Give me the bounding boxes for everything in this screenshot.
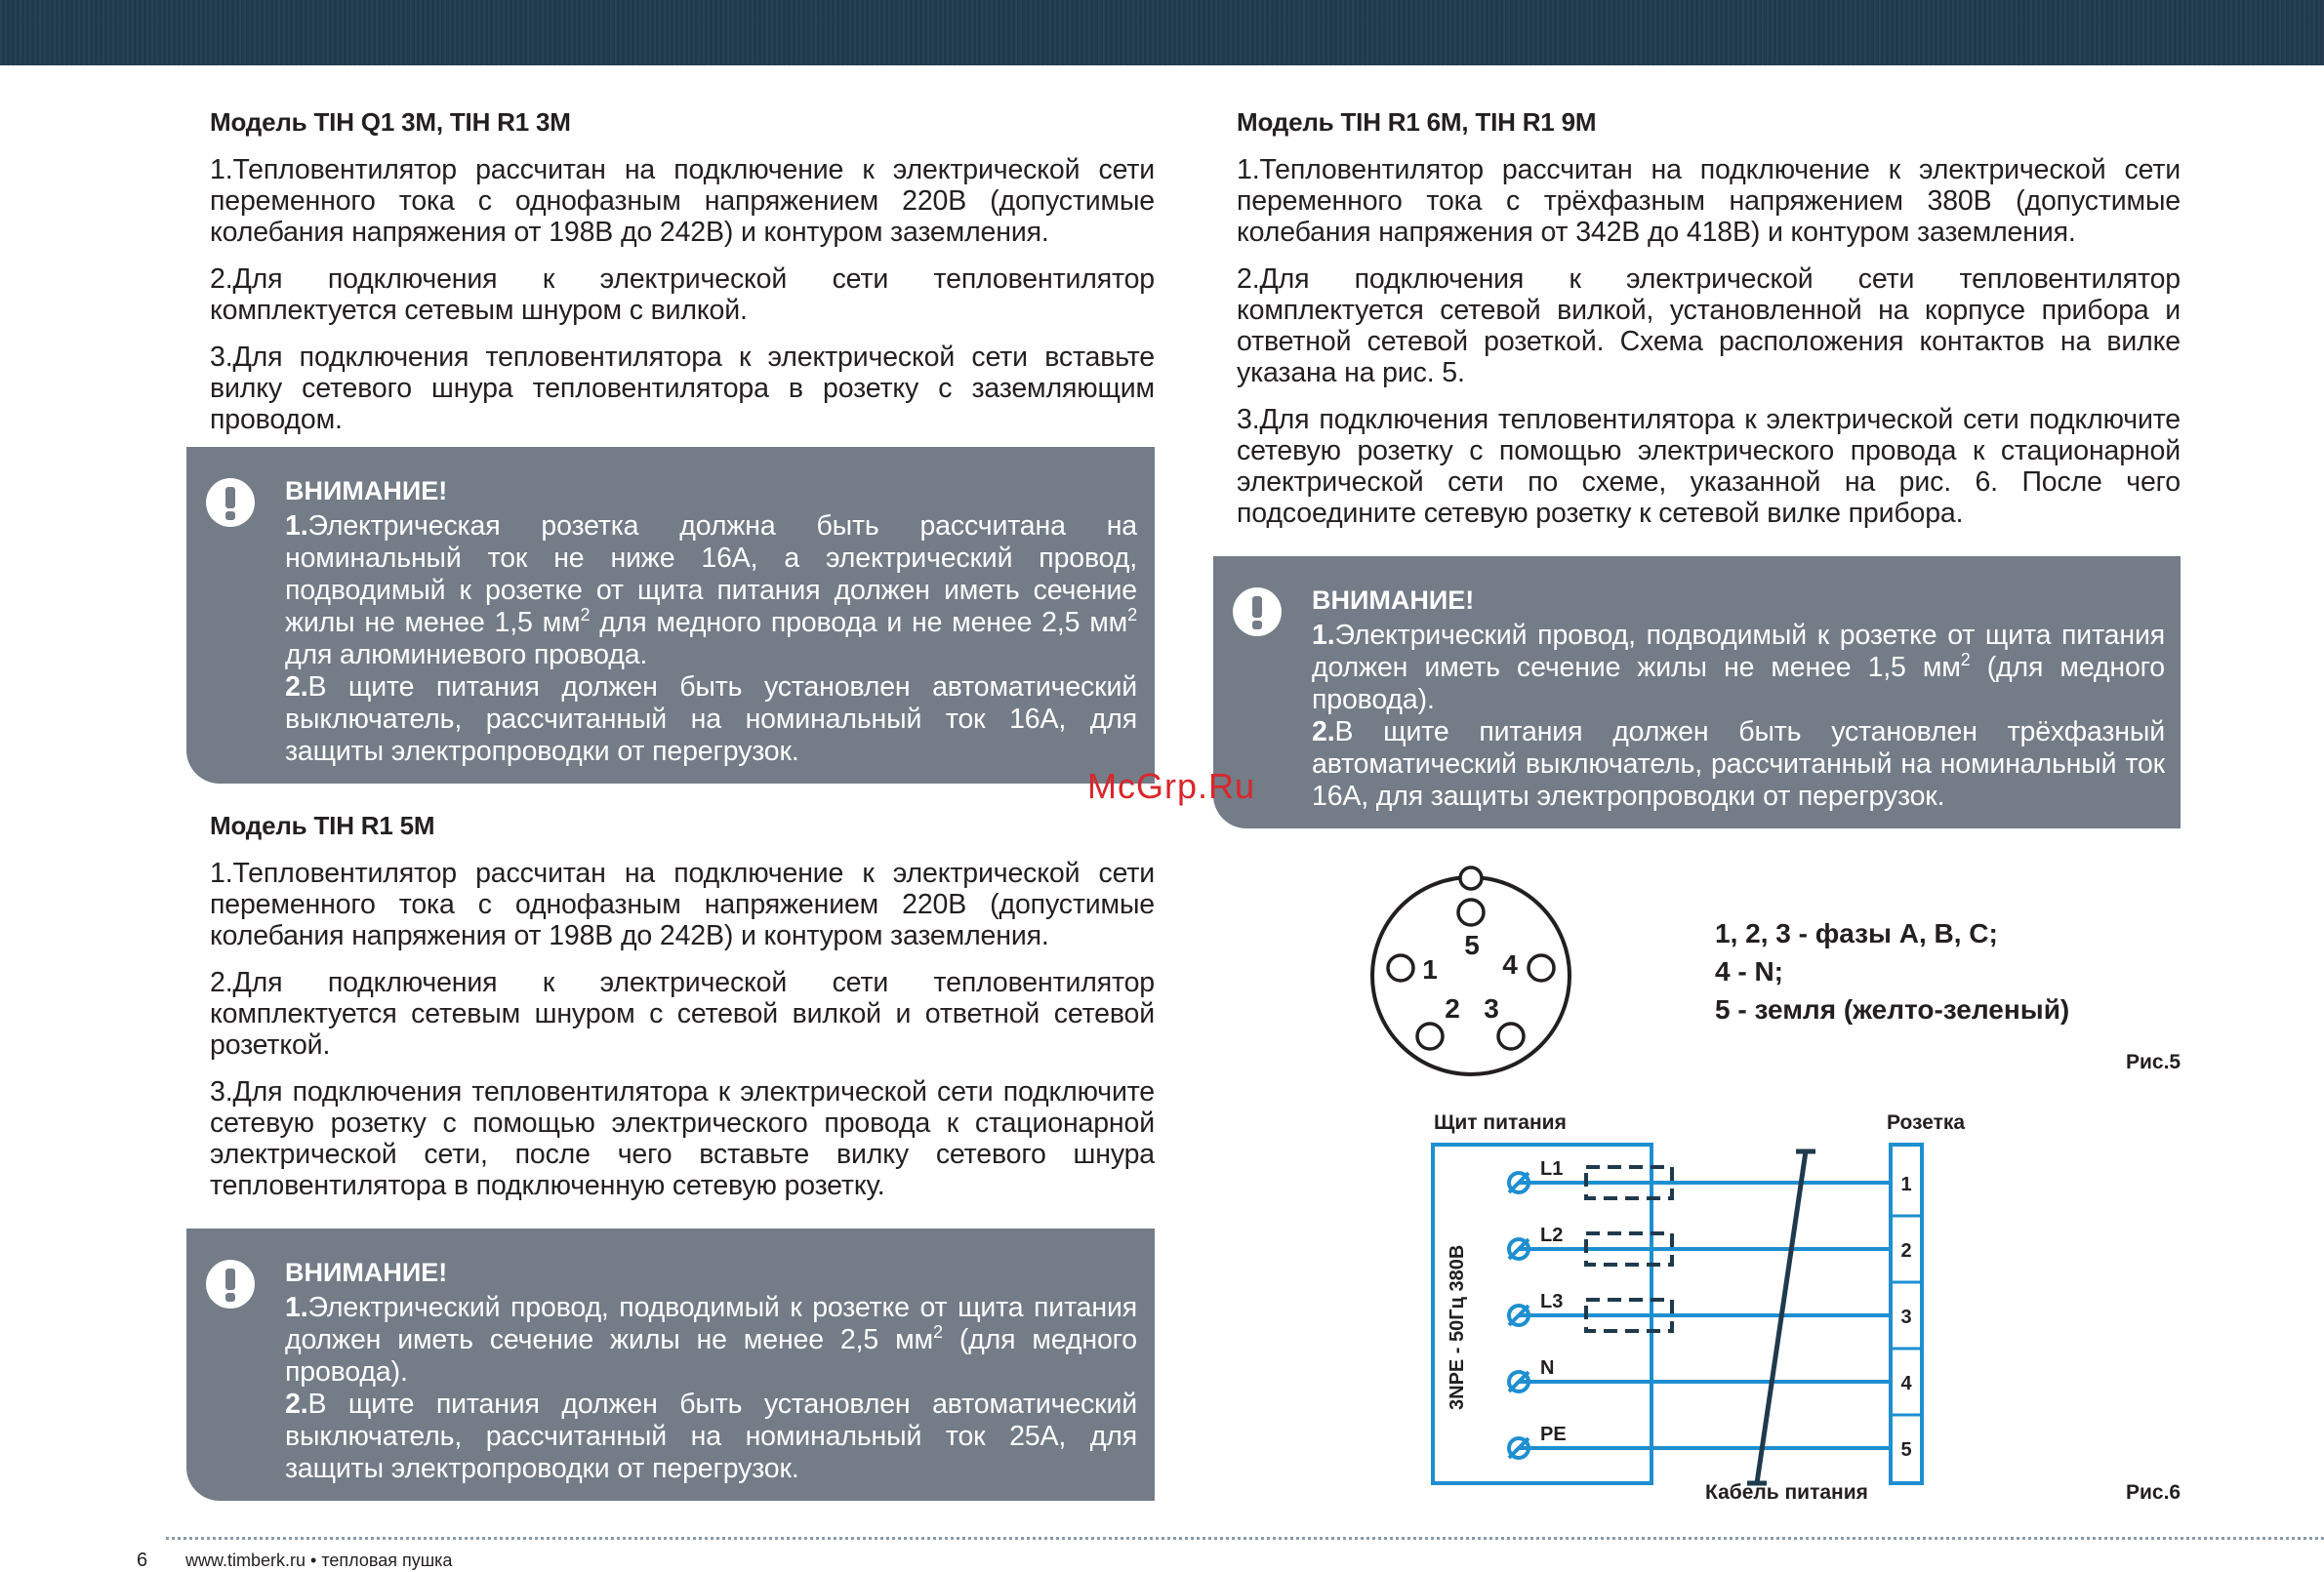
paragraph: 2.Для подключения к электрической сети тепловентилятор комплектуется сетевой вилкой, установленной на корпусе прибора и ответной сетевой розеткой. Схема расположения контактов на вилке указана на рис. 5. (1237, 263, 2181, 388)
pin-2 (1417, 1024, 1443, 1049)
terminal-label: L2 (1540, 1225, 1564, 1246)
left-column (210, 107, 1155, 1501)
voltage-label: 3NPE - 50Гц 380В (1447, 1244, 1468, 1410)
legend-line: 1, 2, 3 - фазы А, В, С; (1715, 918, 1998, 948)
top-banner (0, 0, 2324, 65)
socket-label: Розетка (1887, 1111, 1966, 1134)
plug-key-notch (1460, 867, 1482, 889)
pin-4 (1529, 955, 1554, 981)
panel-label: Щит питания (1434, 1111, 1567, 1134)
legend-line: 5 - земля (желто-зеленый) (1715, 994, 2070, 1025)
plug-pin-diagram (1362, 859, 1596, 1093)
figure-label: Рис.6 (2126, 1481, 2181, 1504)
pin-5 (1458, 900, 1484, 925)
socket-pin-label: 3 (1900, 1307, 1912, 1328)
legend-line: 4 - N; (1715, 956, 1783, 987)
socket-pin-label: 4 (1900, 1373, 1912, 1394)
paragraph: 1.Тепловентилятор рассчитан на подключение к электрической сети переменного тока с трёхфазным напряжением 380В (допустимые колебания напряжения от 342В до 418В) и контуром заземления. (1237, 154, 2181, 248)
warning-box (186, 1229, 1155, 1501)
pin-label: 2 (1445, 993, 1460, 1024)
model-title-r1-6m: Модель TIH R1 6M, TIH R1 9M (1237, 107, 1597, 137)
plug-outline (1372, 877, 1570, 1074)
warning-title: ВНИМАНИЕ! (285, 476, 448, 505)
paragraph: 1.Тепловентилятор рассчитан на подключение к электрической сети переменного тока с однофазным напряжением 220В (допустимые колебания напряжения от 198В до 242В) и контуром заземления. (210, 858, 1155, 951)
socket-pin-label: 5 (1900, 1439, 1912, 1461)
warning-item: 2.В щите питания должен быть установлен трёхфазный автоматический выключатель, рассчитанный на номинальный ток 16А, для защиты электропроводки от перегрузок. (1312, 716, 2165, 812)
exclamation-icon (206, 478, 255, 527)
model-title-q1-3m: Модель TIH Q1 3M, TIH R1 3M (210, 107, 571, 137)
warning-box (186, 447, 1155, 784)
model-title-r1-5m: Модель TIH R1 5M (210, 811, 435, 840)
exclamation-icon (1233, 587, 1282, 636)
paragraph: 3.Для подключения тепловентилятора к электрической сети подключите сетевую розетку с помощью электрического провода к стационарной электрической сети, после чего вставьте вилку сетевого шнура тепловентилятора в подключенную сетевую розетку. (210, 1076, 1155, 1201)
pin-label: 3 (1484, 993, 1499, 1024)
right-column (1237, 107, 2181, 828)
warning-item: 1.Электрический провод, подводимый к розетке от щита питания должен иметь сечение жилы не менее 1,5 $мм^2$ (для медного провода). (1312, 620, 2165, 715)
figure-label: Рис.5 (2126, 1051, 2181, 1073)
footer-divider (166, 1537, 2324, 1540)
exclamation-icon (206, 1260, 255, 1309)
watermark: McGrp.Ru (1087, 766, 1256, 806)
socket-pin-label: 1 (1900, 1174, 1912, 1195)
pin-3 (1498, 1024, 1524, 1049)
fig5-legend (1715, 914, 2069, 1028)
warning-title: ВНИМАНИЕ! (1312, 585, 1475, 615)
wiring-diagram (1425, 1142, 1933, 1503)
warning-item: 1.Электрическая розетка должна быть рассчитана на номинальный ток не ниже 16А, а электрический провод, подводимый к розетке от щита питания должен иметь сечение жилы не менее 1,5 $мм^2$ для медного провода и не менее 2,5 $мм^2$ для алюминиевого провода. (285, 510, 1137, 670)
terminal-label: N (1540, 1357, 1555, 1379)
terminal-label: PE (1540, 1424, 1567, 1445)
pin-label: 5 (1464, 930, 1480, 960)
wire-lines (1519, 1183, 1891, 1448)
warning-box (1213, 556, 2181, 828)
paragraph: 3.Для подключения тепловентилятора к электрической сети подключите сетевую розетку с помощью электрического провода к стационарной электрической сети по схеме, указанной на рис. 6. После чего подсоедините сетевую розетку к сетевой вилке прибора. (1237, 404, 2181, 529)
paragraph: 1.Тепловентилятор рассчитан на подключение к электрической сети переменного тока с однофазным напряжением 220В (допустимые колебания напряжения от 198В до 242В) и контуром заземления. (210, 154, 1155, 248)
pin-1 (1388, 955, 1413, 981)
socket-pin-label: 2 (1900, 1240, 1912, 1262)
pin-label: 1 (1422, 954, 1438, 985)
terminal-label: L3 (1540, 1291, 1564, 1312)
pin-label: 4 (1502, 949, 1518, 980)
paragraph: 3.Для подключения тепловентилятора к электрической сети вставьте вилку сетевого шнура тепловентилятора в розетку с заземляющим проводом. (210, 342, 1155, 435)
page-number: 6 (137, 1550, 148, 1571)
footer-site: www.timberk.ru • тепловая пушка (185, 1551, 453, 1570)
warning-item: 1.Электрический провод, подводимый к розетке от щита питания должен иметь сечение жилы не менее 2,5 $мм^2$ (для медного провода). (285, 1292, 1137, 1388)
cable-label: Кабель питания (1705, 1481, 1868, 1504)
warning-item: 2.В щите питания должен быть установлен автоматический выключатель, рассчитанный на номинальный ток 16А, для защиты электропроводки от перегрузок. (285, 671, 1137, 767)
paragraph: 2.Для подключения к электрической сети тепловентилятор комплектуется сетевым шнуром с сетевой вилкой и ответной сетевой розеткой. (210, 967, 1155, 1061)
warning-title: ВНИМАНИЕ! (285, 1258, 448, 1287)
terminal-label: L1 (1540, 1158, 1564, 1180)
paragraph: 2.Для подключения к электрической сети тепловентилятор комплектуется сетевым шнуром с вилкой. (210, 263, 1155, 326)
warning-item: 2.В щите питания должен быть установлен автоматический выключатель, рассчитанный на номинальный ток 25А, для защиты электропроводки от перегрузок. (285, 1389, 1137, 1484)
